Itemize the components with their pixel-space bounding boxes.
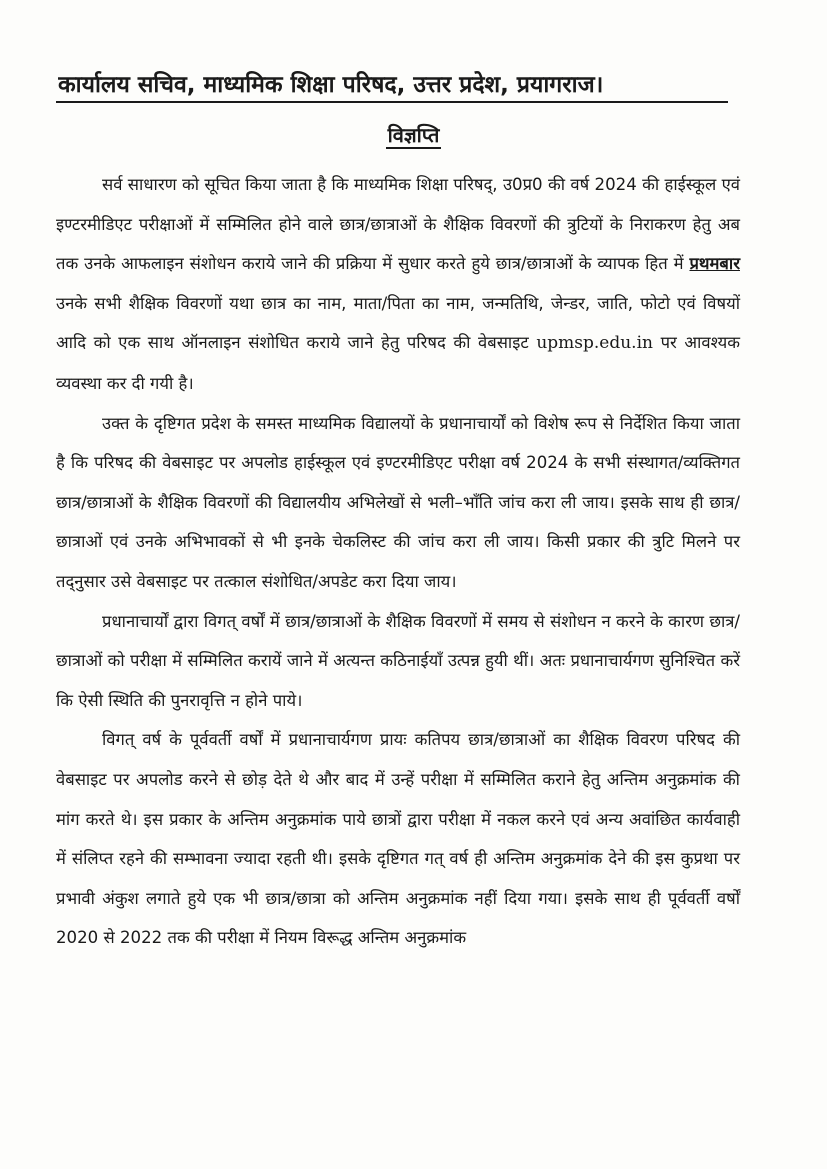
notice-title [0,120,827,150]
website-link[interactable]: upmsp.edu.in [536,333,653,354]
office-heading: कार्यालय सचिव, माध्यमिक शिक्षा परिषद, उत्तर प्रदेश, प्रयागराज। [58,72,604,98]
notice-body [56,165,740,958]
heading-underline [56,101,728,103]
paragraph-2: उक्त के दृष्टिगत प्रदेश के समस्त माध्यमिक विद्यालयों के प्रधानाचार्यों को विशेष रूप से निर्देशित किया जाता है कि परिषद की वेबसाइट पर अपलोड हाईस्कूल एवं इण्टरमीडिएट परीक्षा वर्ष 2024 के सभी संस्थागत/व्यक्तिगत छात्र/छात्राओं के शैक्षिक विवरणों की विद्यालयीय अभिलेखों से भली–भाँति जांच करा ली जाय। इसके साथ ही छात्र/छात्राओं एवं उनके अभिभावकों से भी इनके चेकलिस्ट की जांच करा ली जाय। किसी प्रकार की त्रुटि मिलने पर तद्नुसार उसे वेबसाइट पर तत्काल संशोधित/अपडेट करा दिया जाय। [56,413,740,591]
first-time-emphasis: प्रथमबार [689,254,740,274]
paragraph-1-text-a: सर्व साधारण को सूचित किया जाता है कि माध्यमिक शिक्षा परिषद्, उ0प्र0 की वर्ष 2024 की हाईस्कूल एवं इण्टरमीडिएट परीक्षाओं में सम्मिलित होने वाले छात्र/छात्राओं के शैक्षिक विवरणों की त्रुटियों के निराकरण हेतु अब तक उनके आफलाइन संशोधन कराये जाने की प्रक्रिया में सुधार करते हुये छात्र/छात्राओं के व्यापक हित में [56,175,740,274]
paragraph-1 [56,165,740,404]
notice-title-text: विज्ञप्ति [387,123,440,147]
paragraph-1-text-b: उनके सभी शैक्षिक विवरणों यथा छात्र का नाम, माता/पिता का नाम, जन्मतिथि, जेन्डर, जाति, फोटो एवं विषयों आदि को एक साथ ऑनलाइन संशोधित कराये जाने हेतु परिषद की वेबसाइट [56,293,740,353]
paragraph-1-text-c: पर आवश्यक व्यवस्था कर दी गयी है। [56,333,740,393]
paragraph-4: विगत् वर्ष के पूर्ववर्ती वर्षों में प्रधानाचार्यगण प्रायः कतिपय छात्र/छात्राओं का शैक्षिक विवरण परिषद की वेबसाइट पर अपलोड करने से छोड़ देते थे और बाद में उन्हें परीक्षा में सम्मिलित कराने हेतु अन्तिम अनुक्रमांक की मांग करते थे। इस प्रकार के अन्तिम अनुक्रमांक पाये छात्रों द्वारा परीक्षा में नकल करने एवं अन्य अवांछित कार्यवाही में संलिप्त रहने की सम्भावना ज्यादा रहती थी। इसके दृष्टिगत गत् वर्ष ही अन्तिम अनुक्रमांक देने की इस कुप्रथा पर प्रभावी अंकुश लगाते हुये एक भी छात्र/छात्रा को अन्तिम अनुक्रमांक नहीं दिया गया। इसके साथ ही पूर्ववर्ती वर्षों 2020 से 2022 तक की परीक्षा में नियम विरूद्ध अन्तिम अनुक्रमांक [56,730,740,948]
paragraph-3: प्रधानाचार्यों द्वारा विगत् वर्षों में छात्र/छात्राओं के शैक्षिक विवरणों में समय से संशोधन न करने के कारण छात्र/छात्राओं को परीक्षा में सम्मिलित करायें जाने में अत्यन्त कठिनाईयाँ उत्पन्न हुयी थीं। अतः प्रधानाचार्यगण सुनिश्चित करें कि ऐसी स्थिति की पुनरावृत्ति न होने पाये। [56,611,740,710]
